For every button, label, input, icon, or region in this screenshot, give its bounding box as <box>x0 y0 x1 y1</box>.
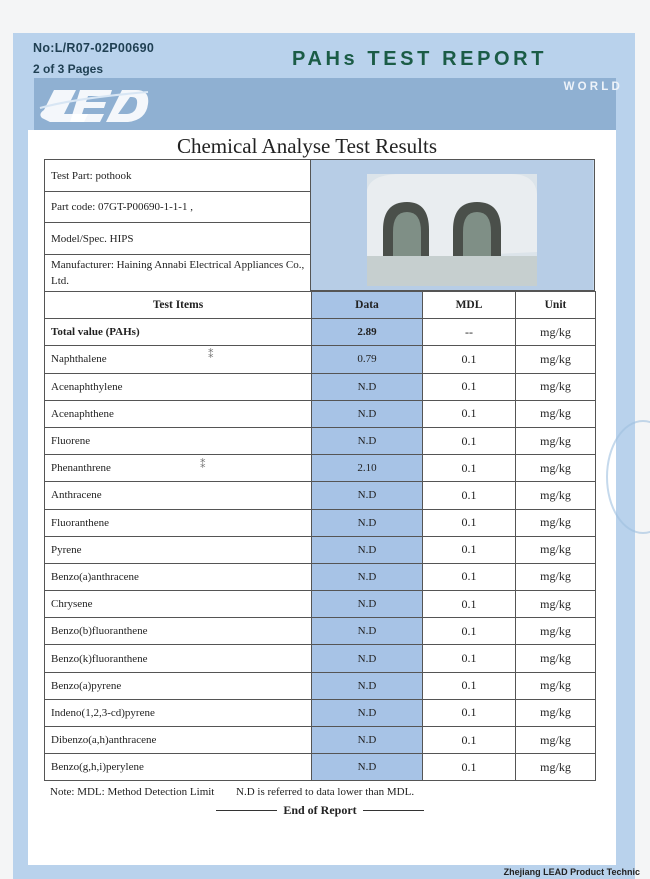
mdl-cell: 0.1 <box>423 482 516 509</box>
data-cell: N.D <box>312 618 423 645</box>
header-data: Data <box>312 292 423 319</box>
test-item-cell: Total value (PAHs) <box>45 319 312 346</box>
mdl-cell: 0.1 <box>423 509 516 536</box>
test-item-cell: Pyrene <box>45 536 312 563</box>
page-count: 2 of 3 Pages <box>33 62 104 76</box>
unit-cell: mg/kg <box>516 536 596 563</box>
unit-cell: mg/kg <box>516 563 596 590</box>
table-row <box>45 455 596 482</box>
mdl-cell: 0.1 <box>423 754 516 781</box>
test-item-cell: Fluorene <box>45 427 312 454</box>
unit-cell: mg/kg <box>516 727 596 754</box>
table-row <box>45 563 596 590</box>
test-item-cell: Anthracene <box>45 482 312 509</box>
table-row <box>45 618 596 645</box>
manufacturer-row: Manufacturer: Haining Annabi Electrical Appliances Co., Ltd. <box>45 255 310 292</box>
data-cell: N.D <box>312 482 423 509</box>
table-row <box>45 727 596 754</box>
unit-cell: mg/kg <box>516 346 596 373</box>
data-cell: N.D <box>312 672 423 699</box>
unit-cell: mg/kg <box>516 319 596 346</box>
test-item-cell: Benzo(k)fluoranthene <box>45 645 312 672</box>
data-cell: N.D <box>312 699 423 726</box>
data-cell: N.D <box>312 563 423 590</box>
end-of-report-label: End of Report <box>283 803 357 817</box>
unit-cell: mg/kg <box>516 455 596 482</box>
report-title: PAHs TEST REPORT <box>292 48 548 70</box>
table-row <box>45 536 596 563</box>
table-row <box>45 346 596 373</box>
handwritten-mark: ⁑ <box>208 349 214 361</box>
test-item-cell: Phenanthrene <box>45 455 312 482</box>
table-row <box>45 672 596 699</box>
unit-cell: mg/kg <box>516 509 596 536</box>
mdl-cell: -- <box>423 319 516 346</box>
unit-cell: mg/kg <box>516 672 596 699</box>
test-item-cell: Acenaphthene <box>45 400 312 427</box>
test-item-cell: Indeno(1,2,3-cd)pyrene <box>45 699 312 726</box>
mdl-cell: 0.1 <box>423 563 516 590</box>
data-cell: N.D <box>312 427 423 454</box>
test-item-cell: Chrysene <box>45 591 312 618</box>
unit-cell: mg/kg <box>516 645 596 672</box>
lead-logo <box>36 84 152 126</box>
table-row <box>45 645 596 672</box>
data-cell: N.D <box>312 754 423 781</box>
mdl-cell: 0.1 <box>423 699 516 726</box>
table-row <box>45 754 596 781</box>
data-cell: 2.10 <box>312 455 423 482</box>
table-row <box>45 427 596 454</box>
table-row <box>45 400 596 427</box>
data-cell: N.D <box>312 373 423 400</box>
data-cell: N.D <box>312 400 423 427</box>
world-label: WORLD <box>563 81 623 93</box>
part-code-row: Part code: 07GT-P00690-1-1-1 , <box>45 192 310 223</box>
footer-company: Zhejiang LEAD Product Technic <box>503 867 640 877</box>
results-body <box>45 319 596 781</box>
mdl-cell: 0.1 <box>423 400 516 427</box>
model-row: Model/Spec. HIPS <box>45 223 310 255</box>
mdl-cell: 0.1 <box>423 373 516 400</box>
sample-info-table <box>44 159 311 291</box>
test-item-cell: Benzo(a)anthracene <box>45 563 312 590</box>
table-row <box>45 482 596 509</box>
mdl-cell: 0.1 <box>423 427 516 454</box>
sample-photo <box>311 159 595 291</box>
test-item-cell: Benzo(g,h,i)perylene <box>45 754 312 781</box>
divider <box>216 810 277 811</box>
test-item-cell: Acenaphthylene <box>45 373 312 400</box>
mdl-cell: 0.1 <box>423 346 516 373</box>
header-test-items: Test Items <box>45 292 312 319</box>
data-cell: N.D <box>312 536 423 563</box>
unit-cell: mg/kg <box>516 699 596 726</box>
end-of-report <box>216 803 424 818</box>
header-unit: Unit <box>516 292 596 319</box>
mdl-cell: 0.1 <box>423 672 516 699</box>
test-item-cell: Benzo(b)fluoranthene <box>45 618 312 645</box>
unit-cell: mg/kg <box>516 400 596 427</box>
data-cell: N.D <box>312 645 423 672</box>
mdl-cell: 0.1 <box>423 645 516 672</box>
mdl-cell: 0.1 <box>423 591 516 618</box>
test-item-cell: Naphthalene <box>45 346 312 373</box>
table-row <box>45 319 596 346</box>
mdl-cell: 0.1 <box>423 455 516 482</box>
table-row <box>45 699 596 726</box>
report-number: No:L/R07-02P00690 <box>33 41 155 55</box>
results-table <box>44 291 596 781</box>
data-cell: 0.79 <box>312 346 423 373</box>
test-item-cell: Fluoranthene <box>45 509 312 536</box>
handwritten-mark: ⁑ <box>200 459 206 471</box>
page-heading: Chemical Analyse Test Results <box>176 134 438 158</box>
header-mdl: MDL <box>423 292 516 319</box>
divider <box>363 810 424 811</box>
note-nd: N.D is referred to data lower than MDL. <box>236 786 415 798</box>
unit-cell: mg/kg <box>516 427 596 454</box>
data-cell: 2.89 <box>312 319 423 346</box>
note-mdl: Note: MDL: Method Detection Limit <box>50 786 215 798</box>
test-item-cell: Dibenzo(a,h)anthracene <box>45 727 312 754</box>
unit-cell: mg/kg <box>516 591 596 618</box>
unit-cell: mg/kg <box>516 373 596 400</box>
table-row <box>45 509 596 536</box>
data-cell: N.D <box>312 727 423 754</box>
unit-cell: mg/kg <box>516 754 596 781</box>
unit-cell: mg/kg <box>516 482 596 509</box>
mdl-cell: 0.1 <box>423 727 516 754</box>
pothook-image <box>311 160 593 290</box>
mdl-cell: 0.1 <box>423 536 516 563</box>
mdl-cell: 0.1 <box>423 618 516 645</box>
data-cell: N.D <box>312 509 423 536</box>
results-header-row <box>45 292 596 319</box>
test-item-cell: Benzo(a)pyrene <box>45 672 312 699</box>
data-cell: N.D <box>312 591 423 618</box>
test-part-row: Test Part: pothook <box>45 160 310 192</box>
table-row <box>45 373 596 400</box>
unit-cell: mg/kg <box>516 618 596 645</box>
table-row <box>45 591 596 618</box>
